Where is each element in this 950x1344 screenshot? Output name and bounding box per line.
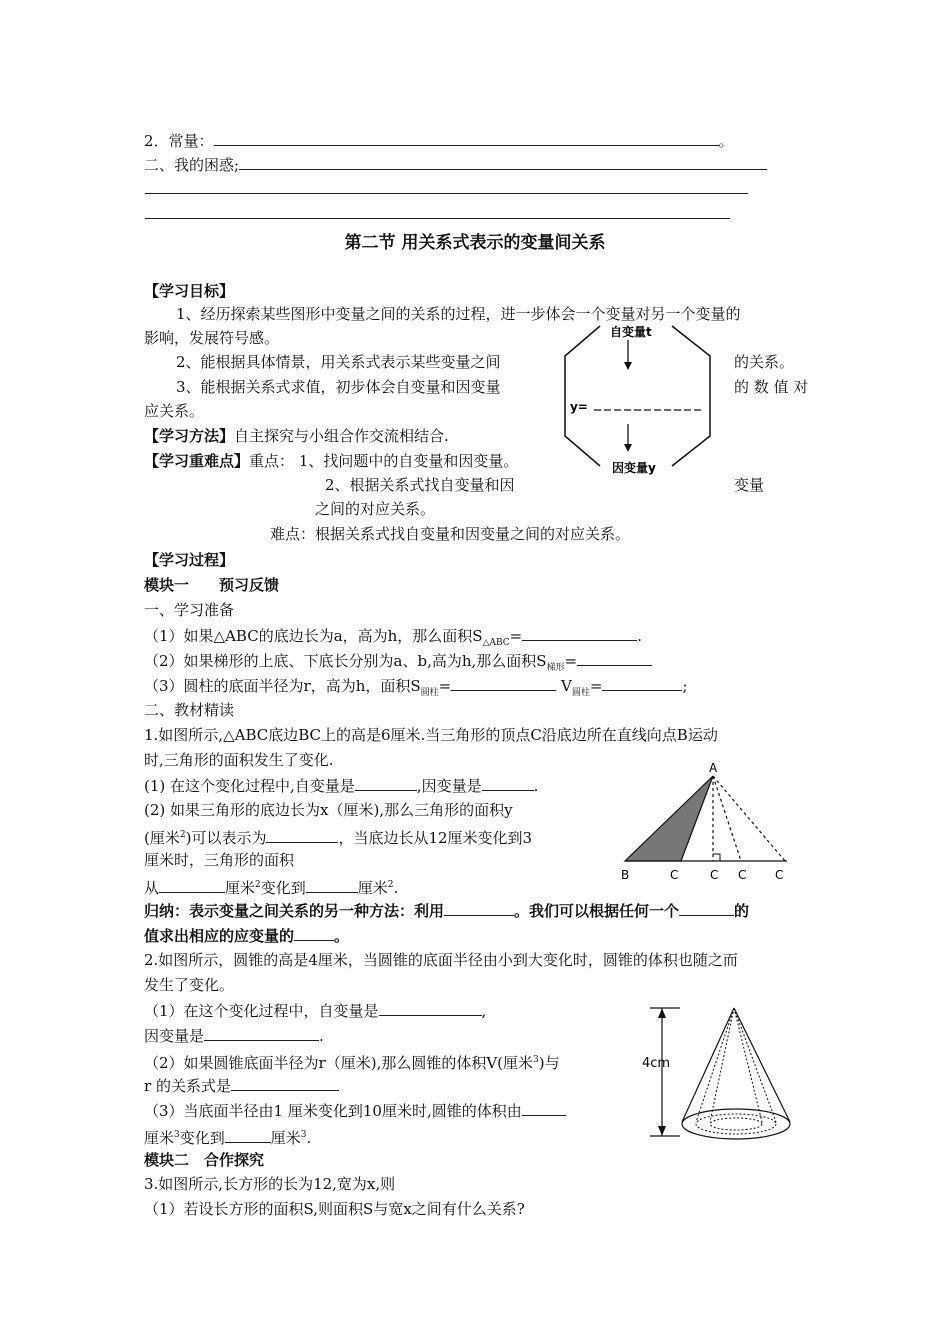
q1-part1: (1) 在这个变化过程中,自变量是 ,因变量是 . xyxy=(144,777,539,795)
q2-part3-cont: 厘米$^3$变化到 厘米$^3$. xyxy=(144,1129,312,1147)
blank[interactable] xyxy=(214,130,719,146)
q1-part2: (2) 如果三角形的底边长为x（厘米),那么三角形的面积y xyxy=(144,801,513,819)
cone-side xyxy=(734,1008,790,1122)
goals-heading: 【学习目标】 xyxy=(144,282,235,300)
q2-text: 2.如图所示，圆锥的高是4厘米，当圆锥的底面半径由小到大变化时，圆锥的体积也随之而 xyxy=(144,951,738,969)
variable-machine-diagram xyxy=(560,318,720,483)
blank[interactable] xyxy=(577,650,652,666)
blank[interactable] xyxy=(522,1100,566,1116)
focus-2: 2、根据关系式找自变量和因 xyxy=(325,476,515,494)
section-title: 第二节 用关系式表示的变量间关系 xyxy=(344,233,606,253)
goal-1-cont: 影响，发展符号感。 xyxy=(144,329,280,347)
blank[interactable] xyxy=(204,1025,319,1041)
q3-text: 3.如图所示,长方形的长为12,宽为x,则 xyxy=(144,1175,396,1193)
q2-part1: （1）在这个变化过程中，自变量是 , xyxy=(144,1002,487,1020)
goal-2-cont: 的关系。 xyxy=(734,353,795,371)
cone-side xyxy=(682,1008,734,1122)
q2-part1-cont: 因变量是 . xyxy=(144,1027,324,1045)
constant-line: 2．常量： 。 xyxy=(144,132,734,150)
reading-heading: 二、教材精读 xyxy=(144,701,235,719)
dotted-base xyxy=(710,1118,762,1130)
cone-diagram xyxy=(640,1000,800,1145)
blank[interactable] xyxy=(602,675,682,691)
module2-heading: 模块二 合作探究 xyxy=(144,1151,265,1169)
blank[interactable] xyxy=(294,925,334,941)
goal-3-end: 应关系。 xyxy=(144,402,205,420)
summary-line-cont: 值求出相应的应变量的 。 xyxy=(144,927,350,945)
input-label: 自变量t xyxy=(610,325,652,339)
vertex-a: A xyxy=(709,761,718,775)
confusion-line: 二、我的困惑; xyxy=(144,154,767,175)
q2-text-cont: 发生了变化。 xyxy=(144,976,235,994)
blank[interactable] xyxy=(159,877,225,893)
process-heading: 【学习过程】 xyxy=(144,551,235,569)
dimension-arrow-down xyxy=(658,1126,666,1136)
shaded-triangle xyxy=(625,776,713,861)
dotted-cone-side xyxy=(734,1008,762,1122)
dotted-cone-side xyxy=(696,1008,734,1122)
difficulty-line: 难点：根据关系式找自变量和因变量之间的对应关系。 xyxy=(270,525,631,543)
blank[interactable] xyxy=(306,877,358,893)
vertex-c: C xyxy=(670,868,679,882)
blank[interactable] xyxy=(355,775,417,791)
focus-2-cont: 变量 xyxy=(734,476,765,494)
prep-heading: 一、学习准备 xyxy=(144,601,235,619)
blank[interactable] xyxy=(482,775,534,791)
prep-item-3: （3）圆柱的底面半径为r，高为h，面积$S_{圆柱}= V_{圆柱}=$ ; xyxy=(144,677,688,698)
q2-part2: （2）如果圆锥底面半径为r（厘米),那么圆锥的体积V(厘米$^3$)与 xyxy=(144,1054,560,1072)
blank[interactable] xyxy=(451,675,556,691)
vertex-b: B xyxy=(621,868,630,882)
blank[interactable] xyxy=(379,1000,482,1016)
focus-line: 【学习重难点】重点： 1、找问题中的自变量和因变量。 xyxy=(144,452,519,470)
right-angle-mark xyxy=(713,854,720,861)
machine-left-wall xyxy=(565,326,600,466)
prep-item-2: （2）如果梯形的上底、下底长分别为a、b,高为h,那么面积$S_{梯形}=$ xyxy=(144,650,652,678)
method-line: 【学习方法】自主探究与小组合作交流相结合. xyxy=(144,427,449,445)
dotted-cone-side xyxy=(710,1008,734,1122)
blank[interactable] xyxy=(239,154,767,170)
goal-3: 3、能根据关系式求值，初步体会自变量和因变量 xyxy=(176,378,501,396)
height-label: 4cm xyxy=(642,1056,671,1071)
output-label: 因变量y xyxy=(612,461,656,475)
dotted-cone-side xyxy=(734,1008,776,1122)
dotted-base xyxy=(696,1114,776,1134)
q1-text-cont: 时,三角形的面积发生了变化. xyxy=(144,751,334,769)
cone-base xyxy=(682,1109,790,1139)
dashed-side xyxy=(713,776,785,861)
vertex-c: C xyxy=(710,868,719,882)
machine-right-wall xyxy=(672,326,710,466)
goal-3-cont: 的 数 值 对 xyxy=(734,378,809,396)
answer-line[interactable] xyxy=(145,218,730,219)
focus-2-end: 之间的对应关系。 xyxy=(315,500,436,518)
q1-part2-cont: (厘米$^2$)可以表示为 ，当底边长从12厘米变化到3 xyxy=(144,829,533,847)
goal-2: 2、能根据具体情景，用关系式表示某些变量之间 xyxy=(176,353,501,371)
q1-text: 1.如图所示,△ABC底边BC上的高是6厘米.当三角形的顶点C沿底边所在直线向点B运动 xyxy=(144,726,718,744)
blank[interactable] xyxy=(444,900,514,916)
q1-part2-cont2: 厘米时，三角形的面积 xyxy=(144,851,295,869)
blank[interactable] xyxy=(266,827,338,843)
blank[interactable] xyxy=(225,1127,271,1143)
goal-1: 1、经历探索某些图形中变量之间的关系的过程，进一步体会一个变量对另一个变量的 xyxy=(176,305,741,323)
input-arrowhead xyxy=(624,362,632,370)
q2-part2-cont: r 的关系式是 xyxy=(144,1075,339,1096)
blank[interactable] xyxy=(679,900,734,916)
blank[interactable] xyxy=(522,625,637,641)
vertex-c: C xyxy=(738,868,747,882)
q3-part1: （1）若设长方形的面积S,则面积S与宽x之间有什么关系? xyxy=(144,1200,525,1218)
vertex-c: C xyxy=(775,868,784,882)
blank[interactable] xyxy=(231,1075,339,1091)
triangle-diagram xyxy=(615,758,800,888)
formula-label: y= xyxy=(570,400,588,414)
q2-part3: （3）当底面半径由1 厘米变化到10厘米时,圆锥的体积由 xyxy=(144,1100,566,1121)
prep-item-1: （1）如果△ABC的底边长为a，高为h，那么面积$S_{\triangle ABC}=$ . xyxy=(144,627,643,648)
module1-heading: 模块一 预习反馈 xyxy=(144,576,280,594)
answer-line[interactable] xyxy=(145,193,748,194)
q1-part2-cont3: 从 厘米$^2$变化到 厘米$^2$. xyxy=(144,879,399,897)
summary-line: 归纳：表示变量之间关系的另一种方法：利用 。我们可以根据任何一个 的 xyxy=(144,902,750,920)
dimension-arrow-up xyxy=(658,1008,666,1018)
output-arrowhead xyxy=(624,444,632,452)
dashed-side xyxy=(713,776,741,861)
